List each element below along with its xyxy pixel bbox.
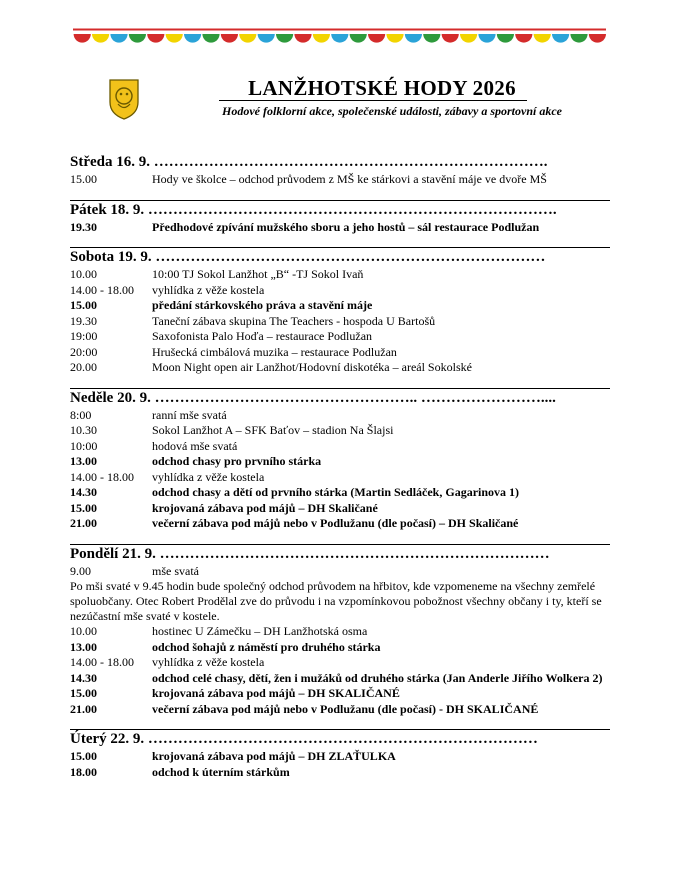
- event-text: Moon Night open air Lanžhot/Hodovní diskotéka – areál Sokolské: [152, 360, 472, 374]
- event-text: krojovaná zábava pod májů – DH Skaličané: [152, 500, 378, 515]
- event-row: [70, 640, 610, 656]
- event-time: 15.00: [70, 749, 97, 763]
- event-row: [70, 765, 610, 781]
- event-row: [70, 749, 610, 765]
- event-row: [70, 345, 610, 361]
- day-section: [70, 729, 610, 780]
- event-text: vyhlídka z věže kostela: [152, 282, 265, 297]
- day-section: [70, 388, 610, 532]
- day-heading: Pondělí 21. 9. ……………………………………………………………………: [70, 545, 550, 562]
- page-subtitle: Hodové folklorní akce, společenské události, zábavy a sportovní akce: [222, 104, 562, 118]
- event-text: mše svatá: [152, 563, 199, 578]
- event-row: [70, 470, 610, 486]
- event-time: 14.00 - 18.00: [70, 655, 134, 669]
- day-section: [70, 544, 610, 718]
- banner-scallop: [386, 34, 403, 43]
- event-row: [70, 423, 610, 439]
- banner-scallop: [258, 34, 275, 43]
- event-row: [70, 624, 610, 640]
- banner-scallop: [221, 34, 238, 43]
- banner-scallop: [552, 34, 569, 43]
- event-text: Předhodové zpívání mužského sboru a jeho hostů – sál restaurace Podlužan: [152, 219, 540, 234]
- decorative-banner: [73, 28, 606, 50]
- banner-scallop: [442, 34, 459, 43]
- event-text: večerní zábava pod májů nebo v Podlužanu (dle počasí) - DH SKALIČANÉ: [152, 701, 539, 716]
- event-text: ranní mše svatá: [152, 407, 227, 422]
- page-title: LANŽHOTSKÉ HODY 2026: [248, 76, 516, 100]
- event-time: 21.00: [70, 516, 97, 530]
- banner-scallop: [166, 34, 183, 43]
- event-time: 21.00: [70, 701, 97, 716]
- day-heading: Středa 16. 9. …………………………………………………………………….: [70, 154, 548, 170]
- day-heading: Neděle 20. 9. …………………………………………….. ……………………....: [70, 389, 556, 406]
- event-time: 8:00: [70, 407, 92, 422]
- event-time: 14.00 - 18.00: [70, 469, 134, 484]
- banner-scallop: [313, 34, 330, 43]
- banner-scallop: [129, 34, 146, 43]
- banner-scallop: [74, 34, 91, 43]
- banner-scallop: [589, 34, 606, 43]
- event-text: krojovaná zábava pod májů – DH ZLAŤULKA: [152, 749, 396, 763]
- event-time: 10.00: [70, 624, 97, 638]
- event-text: vyhlídka z věže kostela: [152, 655, 265, 669]
- event-time: 10.30: [70, 423, 97, 437]
- event-row: [70, 655, 610, 671]
- event-text: odchod k úterním stárkům: [152, 764, 290, 779]
- day-heading: Úterý 22. 9. ……………………………………………………………………: [70, 731, 538, 747]
- banner-scallop: [276, 34, 293, 43]
- day-heading: Pátek 18. 9. ……………………………………………………………………….: [70, 201, 557, 218]
- event-time: 20.00: [70, 360, 97, 374]
- event-time: 19:00: [70, 329, 98, 343]
- banner-scallop: [239, 34, 256, 43]
- event-row: [70, 360, 610, 376]
- banner-scallop: [497, 34, 514, 43]
- event-time: 20:00: [70, 344, 98, 359]
- event-text: předání stárkovského práva a stavění máje: [152, 298, 373, 312]
- event-time: 9.00: [70, 563, 91, 578]
- event-text: 10:00 TJ Sokol Lanžhot „B“ -TJ Sokol Ivaň: [152, 267, 364, 281]
- schedule: [70, 153, 610, 792]
- event-time: 13.00: [70, 454, 97, 468]
- event-text: odchod celé chasy, dětí, žen i mužáků od druhého stárka (Jan Anderle Jiřího Wolkera 2): [152, 670, 603, 685]
- event-row: [70, 439, 610, 455]
- day-section: [70, 200, 610, 236]
- event-text: odchod chasy pro prvního stárka: [152, 454, 322, 468]
- event-time: 13.00: [70, 639, 97, 654]
- event-row: [70, 283, 610, 299]
- event-row: [70, 501, 610, 517]
- event-row: [70, 454, 610, 470]
- event-row: [70, 267, 610, 283]
- event-row: [70, 298, 610, 314]
- event-text: krojovaná zábava pod májů – DH SKALIČANÉ: [152, 686, 400, 700]
- event-time: 15.00: [70, 500, 97, 515]
- banner-scallop: [350, 34, 367, 43]
- banner-scallop: [184, 34, 201, 43]
- event-text: hodová mše svatá: [152, 438, 238, 453]
- event-time: 14.30: [70, 670, 97, 685]
- event-text: večerní zábava pod májů nebo v Podlužanu (dle počasí) – DH Skaličané: [152, 516, 519, 530]
- banner-scallop: [460, 34, 477, 43]
- event-row: [70, 172, 610, 188]
- event-time: 14.30: [70, 485, 97, 499]
- event-row: [70, 220, 610, 236]
- event-row: [70, 408, 610, 424]
- event-text: odchod šohajů z náměstí pro druhého stárka: [152, 639, 381, 654]
- event-row: [70, 516, 610, 532]
- event-row: [70, 702, 610, 718]
- event-row: [70, 329, 610, 345]
- day-note: Po mši svaté v 9.45 hodin bude společný odchod průvodem na hřbitov, kde vzpomeneme na všechny zemřelé spoluobčany. Otec Robert Prodělal zve do průvodu i na vzpomínkovou pobožnost všechny občany i ty, kteří se nezúčastní mše svaté v kostele.: [70, 579, 602, 623]
- event-time: 15.00: [70, 686, 97, 700]
- event-row: [70, 671, 610, 687]
- banner-scallop: [294, 34, 311, 43]
- day-section: [70, 153, 610, 188]
- banner-scallop: [331, 34, 348, 43]
- event-text: Saxofonista Palo Hoďa – restaurace Podlužan: [152, 329, 373, 343]
- banner-scallop: [405, 34, 422, 43]
- event-text: Taneční zábava skupina The Teachers - hospoda U Bartošů: [152, 313, 436, 328]
- banner-scallop: [478, 34, 495, 43]
- day-heading: Sobota 19. 9. ……………………………………………………………………: [70, 249, 546, 265]
- event-text: hostinec U Zámečku – DH Lanžhotská osma: [152, 624, 368, 638]
- event-row: [70, 686, 610, 702]
- event-time: 14.00 - 18.00: [70, 282, 134, 297]
- event-text: vyhlídka z věže kostela: [152, 469, 265, 484]
- event-time: 18.00: [70, 764, 97, 779]
- event-text: odchod chasy a dětí od prvního stárka (Martin Sedláček, Gagarinova 1): [152, 485, 520, 499]
- event-text: Hrušecká cimbálová muzika – restaurace Podlužan: [152, 344, 397, 359]
- event-row: [70, 485, 610, 501]
- banner-scallop: [147, 34, 164, 43]
- event-row: [70, 314, 610, 330]
- title-underline: [219, 100, 527, 101]
- banner-scallop: [515, 34, 532, 43]
- event-time: 15.00: [70, 298, 97, 312]
- banner-scallop: [202, 34, 219, 43]
- banner-scallop: [92, 34, 109, 43]
- event-time: 19.30: [70, 219, 97, 234]
- banner-scallop: [423, 34, 440, 43]
- event-time: 10.00: [70, 267, 97, 281]
- day-section: [70, 247, 610, 376]
- banner-scallop: [110, 34, 127, 43]
- event-time: 15.00: [70, 172, 97, 186]
- banner-scallop: [368, 34, 385, 43]
- banner-scallop: [570, 34, 587, 43]
- event-time: 10:00: [70, 438, 98, 453]
- event-text: Hody ve školce – odchod průvodem z MŠ ke stárkovi a stavění máje ve dvoře MŠ: [152, 172, 547, 186]
- banner-scallop: [534, 34, 551, 43]
- event-row: [70, 564, 610, 580]
- event-time: 19.30: [70, 313, 97, 328]
- event-text: Sokol Lanžhot A – SFK Baťov – stadion Na Šlajsi: [152, 423, 394, 437]
